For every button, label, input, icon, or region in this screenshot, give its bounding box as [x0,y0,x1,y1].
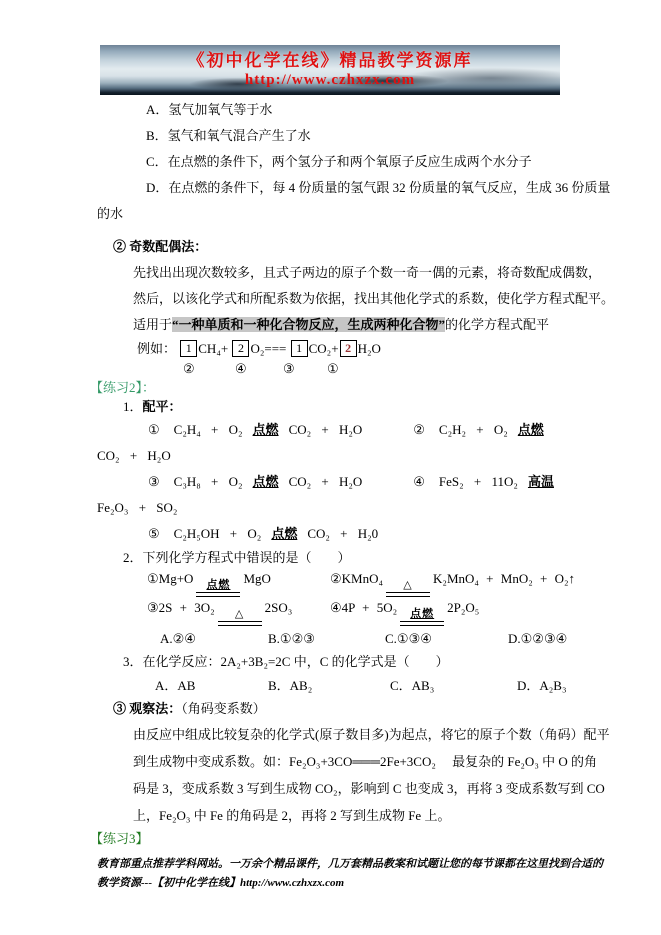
question-2-number: 2． [123,550,143,565]
equation-5-rhs: CO₂ + H₂0 [307,526,379,541]
q2-eq2-rhs: K₂MnO₄ + MnO₂ + O₂↑ [433,570,575,586]
question-3-options [155,674,653,697]
question-2-label [123,547,653,569]
equation-2-number: ② [413,422,425,437]
balance-equation-row-2 [148,469,653,495]
equation-3-number: ③ [148,474,160,489]
equation-3-rhs: CO₂ + H₂O [288,474,363,489]
footer-line-2-text: 教学资源---【初中化学在线】 [97,877,240,889]
equation-1-lhs: C₂H₄ + O₂ [173,422,243,437]
double-line-equals [196,592,240,597]
question-3-number: 3． [123,654,143,669]
equation-2-condition: 点燃 [517,422,544,437]
question-2-equations-row-1 [147,569,653,598]
double-line-equals [218,621,262,626]
equation-4-number: ④ [413,474,425,489]
q3-option-b: B．AB₂ [268,678,313,693]
coefficient-box-3: 1 [291,340,308,357]
equation-3-condition: 点燃 [252,474,279,489]
double-line-equals [386,592,430,597]
equation-5 [148,521,653,547]
question-1-number: 1． [123,399,143,414]
step-circle-4: ① [327,361,339,376]
apply-quote-highlight: “一种单质和一种化合物反应，生成两种化合物” [172,317,446,332]
formula-o2: O₂=== [250,341,287,356]
q2-equation-3 [147,600,330,626]
equation-5-lhs: C₂H₅OH + O₂ [173,526,262,541]
option-a: A．氢气加氧气等于水 [146,102,273,117]
step-circle-3: ③ [283,361,295,376]
option-d: D．在点燃的条件下，每 4 份质量的氢气跟 32 份质量的氧气反应，生成 36 份质量 [146,180,611,195]
section-odd-even-heading [113,234,653,260]
step-circle-2: ④ [235,361,247,376]
equation-4-continuation: Fe₂O₃ + SO₂ [97,500,178,515]
option-c: C．在点燃的条件下，两个氢分子和两个氧原子反应生成两个水分子 [146,154,532,169]
coefficient-box-2: 2 [232,340,249,357]
q2-eq4-lhs: ④4P + 5O₂ [330,599,398,615]
q2-equation-4 [330,600,479,626]
section-subtitle: （角码变系数） [181,701,266,716]
coefficient-box-4-red: 2 [340,340,357,357]
equation-5-condition: 点燃 [271,526,298,541]
equation-3 [148,469,410,495]
q2-eq3-rhs: 2SO₃ [264,599,293,615]
q3-option-c: C．AB₃ [390,678,435,693]
equation-4-lhs: FeS₂ + 11O₂ [438,474,518,489]
question-3-text: 在化学反应：2A₂+3B₂=2C 中，C 的化学式是（ ） [142,654,449,669]
section-title: 奇数配偶法： [129,239,208,254]
q2-option-a: A.②④ [160,631,196,646]
question-2-options [160,627,653,650]
q2-eq3-lhs: ③2S + 3O₂ [147,599,215,615]
equation-1-condition: 点燃 [252,422,279,437]
balance-equation-row-1 [148,417,653,443]
q2-eq4-rhs: 2P₂O₅ [447,599,480,615]
odd-even-paragraph-2: 然后，以该化学式和所配系数为依据，找出其他化学式的系数，使化学方程式配平。 [133,291,615,306]
footer-url-link[interactable]: http://www.czhxzx.com [240,877,345,889]
banner-title: 《初中化学在线》精品教学资源库 [187,51,473,70]
apply-suffix: 的化学方程式配平 [445,317,550,332]
equation-5-number: ⑤ [148,526,160,541]
section-number: ② [113,239,127,254]
equation-1 [148,417,410,443]
formula-h2o: H₂O [357,341,381,356]
equation-3-lhs: C₃H₈ + O₂ [173,474,243,489]
q2-eq1-condition-over-equals [196,579,240,597]
equation-2-start [413,422,554,437]
q2-option-b: B.①②③ [268,631,315,646]
q3-option-a: A．AB [155,678,196,693]
question-3-label [123,650,653,674]
header-banner-image [100,45,560,95]
step-circle-1: ② [183,361,195,376]
q2-equation-1 [147,571,330,597]
question-2-text: 下列化学方程式中错误的是（ ） [142,550,351,565]
q2-eq4-condition: 点燃 [410,607,435,620]
odd-even-apply-line [133,312,653,338]
apply-prefix: 适用于 [133,317,173,332]
formula-co2: CO₂+ [308,341,339,356]
section-title: 观察法： [129,701,182,716]
practice-3-heading: 【练习3】 [90,831,149,846]
coefficient-box-1: 1 [180,340,197,357]
q2-eq2-condition-over-equals [386,579,430,597]
observe-paragraph-2: 到生成物中变成系数。如：Fe₂O₃+3CO═══2Fe+3CO₂ 最复杂的 Fe₂O₃ 中 O 的角 [133,754,597,769]
equation-4-start [413,474,564,489]
q2-eq3-condition: △ [234,607,245,620]
practice-2-heading: 【练习2】： [90,380,156,395]
q2-eq2-lhs: ②KMnO₄ [330,570,384,586]
equation-4-condition: 高温 [527,474,554,489]
section-number: ③ [113,701,127,716]
step-order-circles [97,360,653,378]
document-body [0,45,661,893]
equation-1-number: ① [148,422,160,437]
section-observe-heading [113,697,653,721]
footer-line-2 [97,874,653,893]
footer-line-1: 教育部重点推荐学科网站。一万余个精品课件，几万套精品教案和试题让您的每节课都在这里找到合适的 [97,858,603,870]
formula-ch4: CH₄+ [198,341,229,356]
question-1-label [123,397,653,417]
q2-equation-2 [330,571,575,597]
q2-eq1-rhs: MgO [243,570,271,586]
example-label: 例如： [137,341,177,356]
q2-eq3-condition-over-equals [218,608,262,626]
q2-eq4-condition-over-equals [400,608,444,626]
observe-paragraph-3: 码是 3，变成系数 3 写到生成物 CO₂，影响到 C 也变成 3，再将 3 变成系数写到 CO [133,781,605,796]
odd-even-paragraph-1: 先找出出现次数较多，且式子两边的原子个数一奇一偶的元素，将奇数配成偶数， [133,265,602,280]
observe-paragraph-1: 由反应中组成比较复杂的化学式(原子数目多)为起点，将它的原子个数（角码）配平 [133,727,610,742]
q2-eq1-lhs: ①Mg+O [147,570,194,586]
equation-1-rhs: CO₂ + H₂O [288,422,363,437]
question-1-title: 配平： [142,399,182,414]
equation-2-lhs: C₂H₂ + O₂ [438,422,508,437]
double-line-equals [400,621,444,626]
footer-promo [97,855,653,893]
q2-eq1-condition: 点燃 [206,578,231,591]
option-b: B．氢气和氧气混合产生了水 [146,128,311,143]
option-d-wrap: 的水 [97,206,124,221]
equation-2-continuation: CO₂ + H₂O [97,448,171,463]
q3-option-d: D．A₂B₃ [517,678,567,693]
example-equation [137,338,653,360]
banner-url: http://www.czhxzx.com [244,72,416,88]
q2-eq2-condition: △ [403,578,413,591]
q2-option-d: D.①②③④ [508,631,568,646]
intro-options [97,97,653,227]
observe-paragraph-4: 上，Fe₂O₃ 中 Fe 的角码是 2，再将 2 写到生成物 Fe 上。 [133,808,451,823]
question-2-equations-row-2 [147,598,653,627]
q2-option-c: C.①③④ [385,631,432,646]
